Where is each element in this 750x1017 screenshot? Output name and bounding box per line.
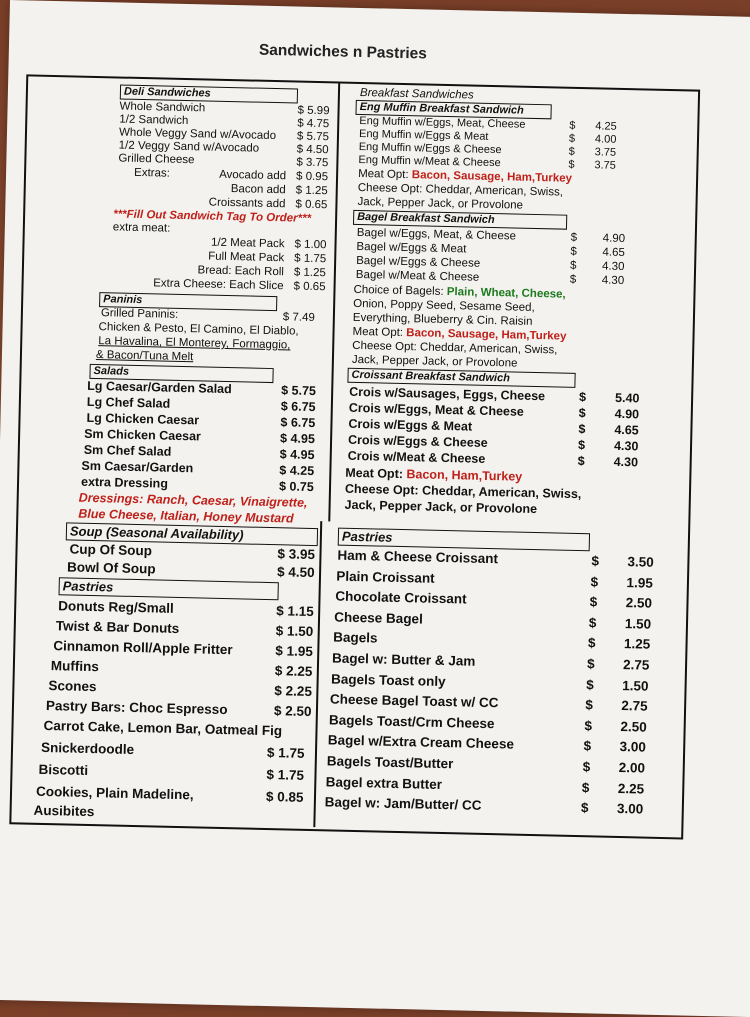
- item-currency: $: [569, 259, 577, 272]
- item-price: 3.50: [627, 554, 654, 570]
- item-price: 3.75: [594, 159, 616, 172]
- soup-header: Soup (Seasonal Availability): [66, 522, 318, 546]
- list-item: Bagels Toast only: [330, 671, 446, 689]
- pastries-left-header: Pastries: [59, 577, 279, 600]
- list-item: Carrot Cake, Lemon Bar, Oatmeal Fig: [43, 717, 283, 739]
- list-item: 1/2 Sandwich: [119, 113, 189, 128]
- item-price: $ 4.50: [296, 143, 329, 157]
- item-price: 4.65: [614, 422, 639, 438]
- item-price: $ 3.95: [277, 546, 316, 563]
- list-item: Sm Chicken Caesar: [84, 426, 202, 444]
- list-item: Eng Muffin w/Meat & Cheese: [358, 153, 501, 170]
- item-price: $ 1.15: [276, 603, 314, 620]
- item-price: $ 5.99: [297, 104, 330, 118]
- list-item: Bagel w: Jam/Butter/ CC: [324, 794, 482, 814]
- item-currency: $: [568, 158, 575, 171]
- item-price: 4.00: [594, 133, 617, 146]
- list-item: Lg Chicken Caesar: [86, 410, 200, 428]
- item-price: $ 4.25: [279, 463, 315, 479]
- list-item: Bagel w/Eggs & Meat: [356, 240, 467, 256]
- bagel-choice-values: Plain, Wheat, Cheese,: [446, 285, 566, 301]
- list-item: 1/2 Veggy Sand w/Avocado: [118, 139, 260, 155]
- item-price: 4.30: [601, 274, 625, 288]
- item-price: $ 2.50: [273, 703, 312, 720]
- menu-title: Sandwiches n Pastries: [258, 41, 428, 63]
- item-price: 5.40: [614, 390, 640, 406]
- list-item: Bread: Each Roll: [197, 264, 285, 279]
- cheese-options: Jack, Pepper Jack, or Provolone: [344, 497, 538, 517]
- item-price: 4.90: [614, 406, 640, 422]
- item-price: $ 3.75: [296, 156, 329, 170]
- list-item: Cup Of Soup: [69, 541, 153, 559]
- item-price: $ 5.75: [296, 130, 330, 144]
- list-item: 1/2 Meat Pack: [210, 236, 285, 251]
- eng-muffin-header: Eng Muffin Breakfast Sandwich: [355, 100, 551, 119]
- item-price: 4.65: [602, 246, 625, 260]
- list-item: Cheese Bagel Toast w/ CC: [329, 691, 499, 711]
- item-currency: $: [570, 245, 577, 258]
- item-currency: $: [586, 656, 595, 672]
- list-item: Donuts Reg/Small: [58, 598, 174, 616]
- item-currency: $: [588, 615, 597, 631]
- item-price: 1.25: [623, 636, 651, 653]
- item-currency: $: [583, 738, 592, 754]
- item-price: 2.00: [618, 760, 646, 776]
- meat-opt-values: Bacon, Sausage, Ham,Turkey: [411, 169, 573, 185]
- item-price: $ 0.65: [293, 280, 326, 294]
- list-item: Snickerdoodle: [40, 739, 135, 758]
- item-price: $ 6.75: [280, 415, 316, 431]
- list-item: Muffins: [50, 658, 100, 675]
- item-price: 1.95: [626, 574, 653, 591]
- item-price: $ 2.25: [274, 683, 313, 700]
- paninis-line: Chicken & Pesto, El Camino, El Diablo,: [98, 321, 299, 338]
- list-item: Plain Croissant: [336, 568, 435, 586]
- item-price: $ 6.75: [280, 399, 316, 415]
- list-item: Sm Chef Salad: [83, 442, 172, 459]
- list-item: Pastry Bars: Choc Espresso: [45, 698, 228, 718]
- item-price: $ 1.75: [266, 767, 305, 783]
- item-price: $ 1.75: [266, 745, 305, 761]
- item-currency: $: [568, 132, 576, 145]
- item-currency: $: [584, 718, 593, 734]
- list-item: Lg Chef Salad: [86, 394, 171, 411]
- meat-opt-label: Meat Opt:: [358, 167, 409, 182]
- item-price: 4.30: [613, 454, 639, 470]
- item-currency: $: [591, 553, 600, 569]
- item-price: 2.50: [625, 595, 653, 611]
- item-price: $ 0.85: [265, 789, 304, 805]
- cheese-options: Cheese Opt: Cheddar, American, Swiss,: [344, 481, 582, 502]
- list-item: Crois w/Eggs & Cheese: [347, 432, 488, 450]
- item-currency: $: [581, 779, 590, 795]
- item-price: 1.50: [622, 677, 649, 694]
- item-price: $ 5.75: [281, 383, 317, 399]
- item-price: $ 0.95: [295, 170, 329, 184]
- item-currency: $: [586, 676, 594, 693]
- pastries-right-header: Pastries: [338, 528, 590, 552]
- item-currency: $: [577, 438, 586, 453]
- item-price: 4.25: [595, 120, 617, 133]
- list-item: Cinnamon Roll/Apple Fritter: [53, 638, 233, 658]
- list-item: Avocado add: [219, 168, 287, 183]
- paninis-price: $ 7.49: [282, 311, 315, 324]
- bagel-choice-line: Onion, Poppy Seed, Sesame Seed,: [353, 297, 535, 314]
- meat-opt-label: Meat Opt:: [345, 465, 404, 482]
- item-price: $ 1.25: [295, 184, 328, 198]
- dressings-line: Blue Cheese, Italian, Honey Mustard: [78, 506, 294, 526]
- paninis-line: & Bacon/Tuna Melt: [95, 349, 194, 364]
- item-price: $ 1.95: [275, 643, 314, 660]
- list-item: Lg Caesar/Garden Salad: [87, 378, 232, 397]
- list-item: Crois w/Sausages, Eggs, Cheese: [349, 384, 546, 404]
- item-price: $ 1.25: [293, 266, 327, 280]
- list-item: Whole Veggy Sand w/Avocado: [118, 126, 277, 143]
- item-currency: $: [585, 697, 594, 713]
- item-currency: $: [569, 273, 577, 286]
- item-price: $ 0.65: [295, 198, 328, 212]
- list-item: Croissants add: [208, 196, 286, 211]
- item-price: 3.00: [619, 739, 647, 756]
- list-item: Ausibites: [33, 802, 95, 820]
- item-currency: $: [580, 800, 589, 816]
- item-price: 2.25: [617, 780, 645, 797]
- list-item: Crois w/Eggs, Meat & Cheese: [348, 400, 525, 419]
- meat-opt-values: Bacon, Ham,Turkey: [406, 467, 523, 484]
- list-item: Bagel w: Butter & Jam: [331, 650, 476, 669]
- extra-meat-label: extra meat:: [112, 221, 171, 235]
- bagel-breakfast-header: Bagel Breakfast Sandwich: [353, 210, 567, 230]
- extras-label: Extras:: [133, 166, 171, 180]
- list-item: Bagel extra Butter: [325, 773, 443, 792]
- list-item: Twist & Bar Donuts: [55, 618, 180, 637]
- item-currency: $: [589, 594, 598, 610]
- list-item: Cheese Bagel: [334, 609, 423, 627]
- list-item: Extra Cheese: Each Slice: [153, 277, 284, 293]
- list-item: Bagels: [333, 629, 378, 646]
- bagel-choice-line: Everything, Blueberry & Cin. Raisin: [352, 311, 533, 328]
- item-price: 1.50: [624, 615, 652, 632]
- croissant-breakfast-header: Croissant Breakfast Sandwich: [347, 368, 575, 388]
- cheese-options: Jack, Pepper Jack, or Provolone: [357, 195, 524, 212]
- item-price: $ 1.50: [275, 623, 314, 640]
- list-item: Bagel w/Meat & Cheese: [355, 268, 480, 284]
- paninis-line: La Havalina, El Monterey, Formaggio,: [98, 335, 291, 352]
- item-price: $ 4.95: [279, 447, 315, 463]
- item-price: 4.30: [601, 260, 625, 274]
- list-item: Bagels Toast/Butter: [326, 753, 454, 772]
- item-currency: $: [582, 759, 591, 775]
- item-price: 2.50: [620, 718, 647, 735]
- item-price: 2.75: [621, 698, 648, 714]
- item-currency: $: [578, 406, 586, 421]
- order-notice: ***Fill Out Sandwich Tag To Order***: [113, 208, 312, 225]
- meat-opt-values: Bacon, Sausage, Ham,Turkey: [406, 327, 567, 343]
- list-item: Ham & Cheese Croissant: [337, 547, 499, 567]
- list-item: Sm Caesar/Garden: [81, 458, 194, 476]
- cheese-options: Cheese Opt: Cheddar, American, Swiss,: [352, 339, 558, 357]
- list-item: Grilled Cheese: [118, 152, 195, 167]
- salads-header: Salads: [89, 364, 273, 383]
- cheese-options: Cheese Opt: Cheddar, American, Swiss,: [357, 181, 564, 199]
- dressings-line: Dressings: Ranch, Caesar, Vinaigrette,: [78, 490, 308, 510]
- list-item: Whole Sandwich: [119, 100, 206, 115]
- list-item: Chocolate Croissant: [335, 588, 467, 607]
- list-item: Bowl Of Soup: [66, 559, 156, 577]
- deli-header: Deli Sandwiches: [120, 85, 298, 104]
- list-item: extra Dressing: [80, 474, 169, 491]
- meat-opt-label: Meat Opt:: [352, 325, 404, 340]
- item-currency: $: [577, 453, 585, 469]
- item-price: 3.00: [616, 801, 644, 817]
- item-price: $ 4.95: [279, 431, 316, 447]
- list-item: Biscotti: [38, 761, 89, 778]
- list-item: Bagel w/Eggs, Meat, & Cheese: [356, 226, 517, 243]
- item-price: $ 0.75: [278, 479, 314, 495]
- list-item: Bacon add: [230, 183, 286, 197]
- list-item: Full Meat Pack: [208, 250, 285, 265]
- list-item: Eng Muffin w/Eggs, Meat, Cheese: [359, 114, 526, 131]
- list-item: Crois w/Eggs & Meat: [348, 416, 473, 434]
- paninis-header: Paninis: [99, 292, 277, 311]
- item-currency: $: [578, 422, 586, 437]
- list-item: Bagel w/Eggs & Cheese: [356, 254, 481, 270]
- breakfast-header: Breakfast Sandwiches: [359, 86, 474, 102]
- list-item: Crois w/Meat & Cheese: [347, 448, 486, 466]
- item-price: $ 4.75: [297, 117, 330, 131]
- item-price: 4.30: [613, 438, 639, 454]
- item-currency: $: [570, 231, 578, 244]
- paninis-label: Grilled Paninis:: [100, 307, 179, 321]
- list-item: Bagel w/Extra Cream Cheese: [327, 732, 515, 753]
- item-price: 3.75: [594, 146, 617, 159]
- item-currency: $: [587, 635, 596, 651]
- item-currency: $: [578, 390, 587, 405]
- list-item: Eng Muffin w/Eggs & Cheese: [358, 140, 502, 157]
- item-price: $ 2.25: [274, 663, 313, 680]
- list-item: Cookies, Plain Madeline,: [35, 783, 194, 803]
- item-price: $ 1.00: [294, 238, 327, 252]
- item-price: $ 1.75: [294, 252, 327, 266]
- item-currency: $: [568, 145, 575, 158]
- list-item: Bagels Toast/Crm Cheese: [328, 712, 495, 731]
- cheese-options: Jack, Pepper Jack, or Provolone: [351, 353, 518, 370]
- bagel-choice-label: Choice of Bagels:: [353, 283, 444, 298]
- item-price: 2.75: [622, 657, 650, 673]
- item-price: $ 4.50: [276, 564, 315, 581]
- list-item: Scones: [48, 678, 97, 695]
- item-currency: $: [569, 119, 576, 132]
- list-item: Eng Muffin w/Eggs & Meat: [358, 127, 489, 143]
- item-currency: $: [590, 573, 599, 590]
- item-price: 4.90: [602, 232, 626, 246]
